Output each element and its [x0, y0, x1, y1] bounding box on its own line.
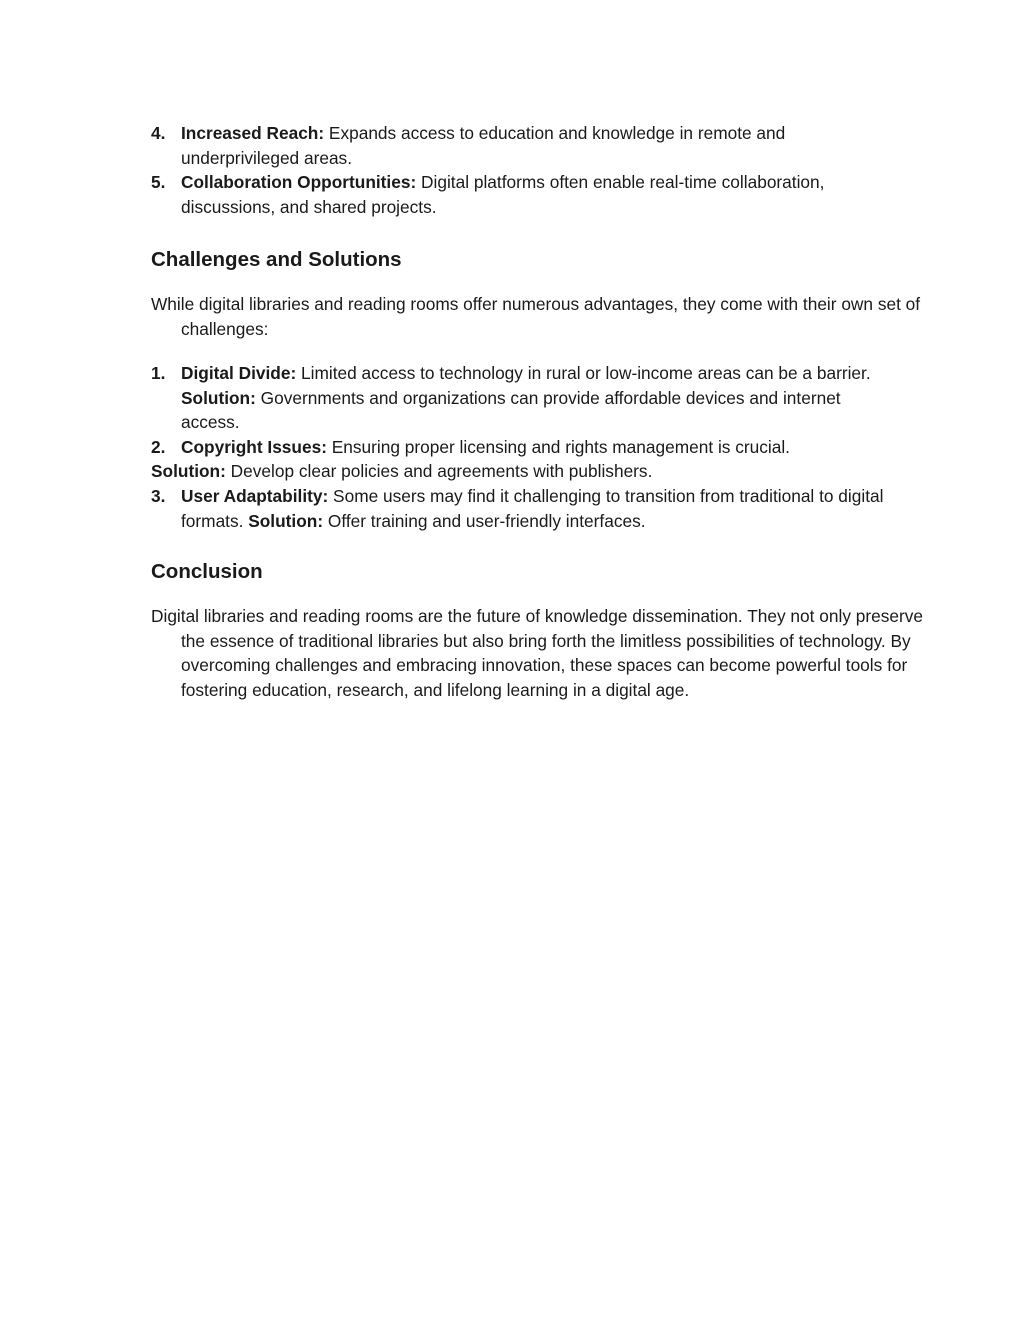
item-label: User Adaptability: — [181, 485, 329, 506]
item-text: Limited access to technology in rural or low-income areas can be a barrier. — [296, 363, 871, 383]
solution-label: Solution: — [181, 387, 256, 408]
solution-line — [151, 459, 901, 484]
list-number: 4. — [151, 123, 166, 143]
list-item — [151, 361, 901, 435]
list-number: 2. — [151, 436, 166, 457]
item-label: Digital Divide: — [181, 363, 297, 383]
list-item — [151, 484, 901, 533]
item-label: Collaboration Opportunities: — [181, 172, 417, 193]
list-number: 3. — [151, 485, 166, 506]
item-text: Expands access to education and knowledge in remote and underprivileged areas. — [181, 123, 786, 168]
solution-label: Solution: — [248, 510, 324, 531]
section-heading: Conclusion — [151, 560, 263, 583]
conclusion-text: Digital libraries and reading rooms are the future of knowledge dissemination. They not only preserve the essence of traditional libraries but also bring forth the limitless possibilities of technology. By overcoming challenges and embracing innovation, these spaces can become powerful tools for fostering education, research, and lifelong learning in a digital age. — [151, 606, 923, 700]
challenges-intro: While digital libraries and reading rooms offer numerous advantages, they come with their own set of challenges: — [151, 294, 921, 339]
section-heading: Challenges and Solutions — [151, 248, 402, 271]
list-number: 5. — [151, 172, 166, 193]
solution-label: Solution: — [151, 461, 226, 482]
item-label: Copyright Issues: — [181, 436, 327, 457]
challenges-list — [151, 361, 901, 533]
list-item — [151, 121, 901, 170]
solution-text: Offer training and user-friendly interfaces. — [323, 510, 646, 531]
list-item — [151, 170, 901, 219]
list-item — [151, 435, 901, 460]
solution-text: Governments and organizations can provide affordable devices and internet access. — [181, 387, 841, 433]
list-number: 1. — [151, 363, 166, 383]
benefits-list-continued — [151, 121, 901, 219]
item-text: Some users may find it challenging to transition from traditional to digital formats. — [181, 485, 884, 531]
item-text: Ensuring proper licensing and rights management is crucial. — [326, 436, 790, 457]
item-label: Increased Reach: — [181, 123, 325, 143]
item-text: Digital platforms often enable real-time collaboration, discussions, and shared projects. — [181, 172, 825, 217]
solution-text: Develop clear policies and agreements with publishers. — [225, 461, 653, 482]
